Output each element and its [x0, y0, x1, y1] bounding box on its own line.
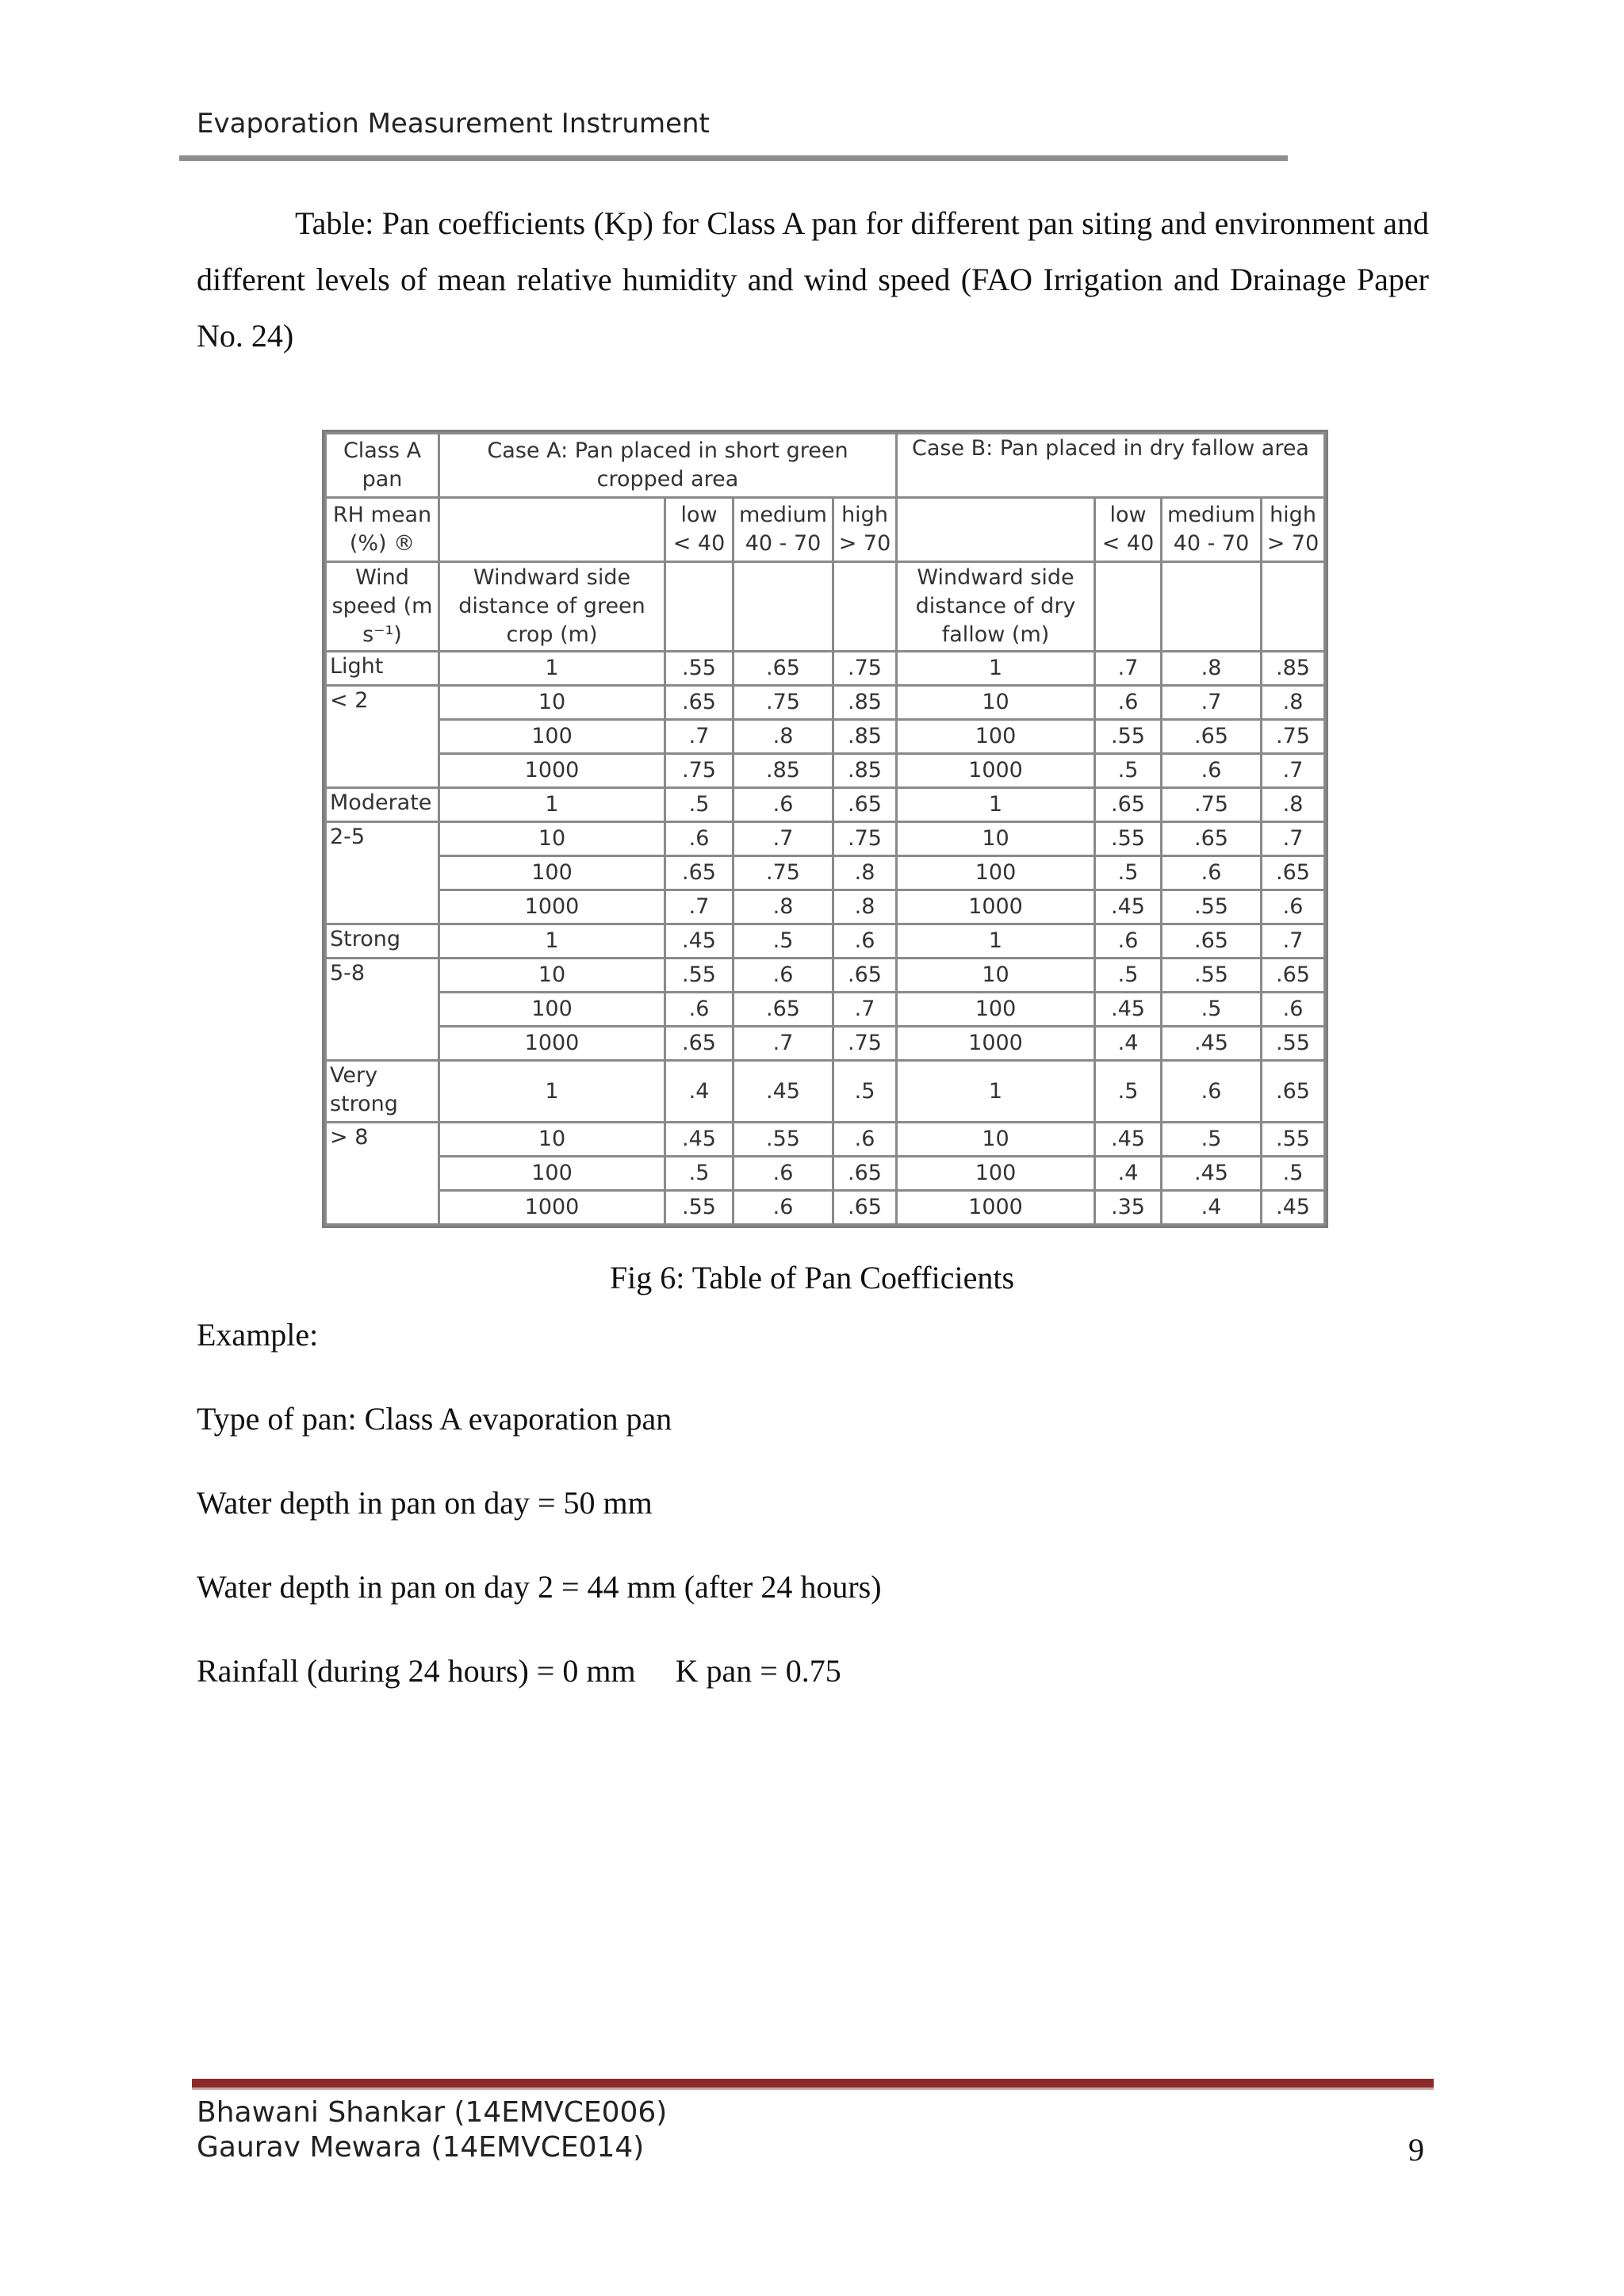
- table-cell: .65: [833, 788, 897, 822]
- table-cell: .45: [1162, 1157, 1262, 1191]
- table-cell: .75: [733, 856, 833, 890]
- table-cell: .7: [833, 993, 897, 1027]
- case-a-high-header: high > 70: [833, 498, 897, 562]
- table-cell: 1: [439, 788, 665, 822]
- table-row: [326, 1061, 1325, 1123]
- table-cell: .55: [733, 1123, 833, 1157]
- table-cell: .55: [1162, 959, 1262, 993]
- table-cell: .8: [833, 856, 897, 890]
- table-row: [326, 993, 1325, 1027]
- empty-cell: [897, 498, 1095, 562]
- table-cell: .45: [1095, 1123, 1162, 1157]
- table-cell: 1000: [897, 754, 1095, 788]
- table-cell: 1: [439, 652, 665, 686]
- table-row: [326, 652, 1325, 686]
- table-cell: .4: [1095, 1157, 1162, 1191]
- table-cell: .6: [1162, 754, 1262, 788]
- example-line: Water depth in pan on day 2 = 44 mm (after 24 hours): [197, 1569, 882, 1605]
- table-cell: 10: [897, 822, 1095, 856]
- table-cell: .55: [665, 959, 733, 993]
- case-a-low-header: low < 40: [665, 498, 733, 562]
- table-cell: .65: [1162, 924, 1262, 959]
- table-cell: .45: [665, 924, 733, 959]
- case-a-header: Case A: Pan placed in short green cropped area: [439, 434, 897, 498]
- wind-range-label: < 2: [326, 686, 439, 788]
- table-cell: 1: [439, 924, 665, 959]
- table-cell: .8: [1262, 686, 1325, 720]
- case-b-header: Case B: Pan placed in dry fallow area: [897, 434, 1325, 498]
- table-cell: .8: [733, 890, 833, 924]
- table-cell: .7: [1262, 822, 1325, 856]
- table-cell: 100: [897, 856, 1095, 890]
- table-cell: .4: [1095, 1027, 1162, 1061]
- table-cell: .85: [833, 754, 897, 788]
- table-cell: .6: [1262, 993, 1325, 1027]
- table-cell: .5: [665, 1157, 733, 1191]
- table-cell: .7: [1262, 754, 1325, 788]
- table-cell: .55: [1262, 1027, 1325, 1061]
- table-cell: .85: [833, 720, 897, 754]
- table-cell: 1000: [897, 1191, 1095, 1225]
- table-cell: .7: [665, 720, 733, 754]
- table-row: [326, 1157, 1325, 1191]
- table-cell: .85: [833, 686, 897, 720]
- case-b-medium-header: medium 40 - 70: [1162, 498, 1262, 562]
- table-cell: .55: [1262, 1123, 1325, 1157]
- table-row: [326, 959, 1325, 993]
- table-cell: .45: [1162, 1027, 1262, 1061]
- table-cell: .6: [833, 924, 897, 959]
- table-cell: 100: [897, 993, 1095, 1027]
- empty-cell: [439, 498, 665, 562]
- table-cell: .5: [1162, 1123, 1262, 1157]
- table-cell: .7: [733, 1027, 833, 1061]
- header-rule: [179, 155, 1288, 161]
- table-cell: 1: [897, 652, 1095, 686]
- table-cell: 100: [897, 720, 1095, 754]
- table-cell: 100: [439, 1157, 665, 1191]
- table-cell: .65: [833, 1191, 897, 1225]
- table-cell: .8: [733, 720, 833, 754]
- running-header: Evaporation Measurement Instrument: [197, 108, 710, 140]
- table-cell: .5: [1095, 1061, 1162, 1123]
- table-row: [326, 1027, 1325, 1061]
- table-cell: 1000: [439, 1027, 665, 1061]
- table-cell: .7: [1095, 652, 1162, 686]
- table-cell: .75: [733, 686, 833, 720]
- pan-coefficient-table-figure: [322, 430, 1328, 1228]
- table-cell: .7: [665, 890, 733, 924]
- table-row: [326, 822, 1325, 856]
- table-cell: .55: [1162, 890, 1262, 924]
- windward-distance-a-header: Windward side distance of green crop (m): [439, 562, 665, 652]
- table-cell: .65: [1162, 822, 1262, 856]
- pan-coefficient-table: [324, 432, 1326, 1226]
- empty-cell: [665, 562, 733, 652]
- wind-class-label: Very strong: [326, 1061, 439, 1123]
- table-cell: .75: [833, 1027, 897, 1061]
- table-cell: 100: [439, 720, 665, 754]
- table-cell: .6: [733, 788, 833, 822]
- table-cell: 10: [439, 959, 665, 993]
- example-line: Type of pan: Class A evaporation pan: [197, 1401, 672, 1437]
- table-cell: .6: [1095, 686, 1162, 720]
- example-heading: Example:: [197, 1317, 319, 1353]
- table-cell: .85: [1262, 652, 1325, 686]
- wind-speed-header: Wind speed (m s⁻¹): [326, 562, 439, 652]
- table-cell: .65: [665, 856, 733, 890]
- table-cell: .65: [833, 959, 897, 993]
- table-cell: .6: [833, 1123, 897, 1157]
- table-cell: .75: [833, 652, 897, 686]
- table-row: [326, 924, 1325, 959]
- table-cell: .6: [1162, 1061, 1262, 1123]
- table-cell: .5: [1262, 1157, 1325, 1191]
- table-cell: .5: [665, 788, 733, 822]
- table-cell: .5: [1095, 959, 1162, 993]
- table-cell: .75: [1162, 788, 1262, 822]
- table-cell: .65: [733, 652, 833, 686]
- table-cell: .6: [733, 959, 833, 993]
- table-cell: 1000: [439, 1191, 665, 1225]
- table-cell: .5: [1162, 993, 1262, 1027]
- table-cell: 100: [439, 856, 665, 890]
- table-cell: .5: [1095, 856, 1162, 890]
- footer-rule: [192, 2079, 1434, 2090]
- table-cell: 10: [897, 686, 1095, 720]
- table-row: [326, 1191, 1325, 1225]
- table-intro-paragraph: Table: Pan coefficients (Kp) for Class A pan for different pan siting and environment and different levels of mean relative humidity and wind speed (FAO Irrigation and Drainage Paper No. 24): [197, 205, 1429, 354]
- class-a-pan-header: Class A pan: [326, 434, 439, 498]
- table-cell: .65: [1095, 788, 1162, 822]
- table-cell: 1000: [897, 1027, 1095, 1061]
- table-cell: 10: [897, 959, 1095, 993]
- table-cell: .8: [1162, 652, 1262, 686]
- table-cell: .75: [833, 822, 897, 856]
- example-line: Water depth in pan on day = 50 mm: [197, 1485, 653, 1521]
- table-cell: .6: [733, 1191, 833, 1225]
- table-row: [326, 686, 1325, 720]
- table-cell: .6: [1262, 890, 1325, 924]
- case-a-medium-header: medium 40 - 70: [733, 498, 833, 562]
- table-row: [326, 788, 1325, 822]
- windward-distance-b-header: Windward side distance of dry fallow (m): [897, 562, 1095, 652]
- table-cell: 10: [439, 686, 665, 720]
- wind-range-label: 5-8: [326, 959, 439, 1061]
- empty-cell: [833, 562, 897, 652]
- wind-range-label: > 8: [326, 1123, 439, 1225]
- table-cell: .65: [733, 993, 833, 1027]
- wind-class-label: Light: [326, 652, 439, 686]
- table-cell: .65: [1162, 720, 1262, 754]
- table-cell: 1: [897, 924, 1095, 959]
- table-cell: .5: [833, 1061, 897, 1123]
- case-b-low-header: low < 40: [1095, 498, 1162, 562]
- empty-cell: [1095, 562, 1162, 652]
- wind-class-label: Strong: [326, 924, 439, 959]
- table-cell: .65: [1262, 959, 1325, 993]
- table-cell: .7: [1162, 686, 1262, 720]
- table-cell: .55: [665, 1191, 733, 1225]
- table-cell: .75: [1262, 720, 1325, 754]
- table-cell: 100: [439, 993, 665, 1027]
- empty-cell: [733, 562, 833, 652]
- table-cell: .45: [1095, 993, 1162, 1027]
- table-row: [326, 890, 1325, 924]
- author-line: Gaurav Mewara (14EMVCE014): [197, 2131, 645, 2164]
- table-cell: .7: [733, 822, 833, 856]
- table-row: [326, 856, 1325, 890]
- table-cell: .75: [665, 754, 733, 788]
- table-cell: 1: [897, 1061, 1095, 1123]
- table-cell: .6: [1095, 924, 1162, 959]
- table-cell: 10: [439, 1123, 665, 1157]
- author-line: Bhawani Shankar (14EMVCE006): [197, 2096, 668, 2129]
- table-cell: .45: [665, 1123, 733, 1157]
- table-cell: .5: [1095, 754, 1162, 788]
- table-row: [326, 754, 1325, 788]
- table-cell: 10: [897, 1123, 1095, 1157]
- table-cell: 1000: [439, 754, 665, 788]
- table-cell: .55: [1095, 822, 1162, 856]
- table-cell: 10: [439, 822, 665, 856]
- case-b-high-header: high > 70: [1262, 498, 1325, 562]
- page-number: 9: [1408, 2132, 1424, 2168]
- table-cell: .5: [733, 924, 833, 959]
- table-cell: .6: [1162, 856, 1262, 890]
- table-cell: .55: [665, 652, 733, 686]
- table-cell: 1000: [439, 890, 665, 924]
- table-cell: .4: [665, 1061, 733, 1123]
- table-cell: .85: [733, 754, 833, 788]
- table-cell: 1: [897, 788, 1095, 822]
- table-cell: 1000: [897, 890, 1095, 924]
- table-cell: .6: [733, 1157, 833, 1191]
- empty-cell: [1262, 562, 1325, 652]
- table-cell: .45: [1095, 890, 1162, 924]
- table-cell: .6: [665, 993, 733, 1027]
- figure-caption: Fig 6: Table of Pan Coefficients: [609, 1260, 1015, 1295]
- rh-mean-header: RH mean (%) ®: [326, 498, 439, 562]
- table-cell: .55: [1095, 720, 1162, 754]
- table-cell: .35: [1095, 1191, 1162, 1225]
- table-cell: 1: [439, 1061, 665, 1123]
- table-row: [326, 720, 1325, 754]
- table-cell: .7: [1262, 924, 1325, 959]
- table-cell: .65: [1262, 856, 1325, 890]
- table-cell: 100: [897, 1157, 1095, 1191]
- table-cell: .6: [665, 822, 733, 856]
- table-cell: .65: [665, 686, 733, 720]
- wind-range-label: 2-5: [326, 822, 439, 924]
- table-cell: .65: [1262, 1061, 1325, 1123]
- table-cell: .65: [833, 1157, 897, 1191]
- table-cell: .45: [1262, 1191, 1325, 1225]
- table-cell: .45: [733, 1061, 833, 1123]
- example-line: Rainfall (during 24 hours) = 0 mm K pan = 0.75: [197, 1653, 841, 1689]
- table-cell: .4: [1162, 1191, 1262, 1225]
- table-cell: .8: [1262, 788, 1325, 822]
- wind-class-label: Moderate: [326, 788, 439, 822]
- table-row: [326, 1123, 1325, 1157]
- empty-cell: [1162, 562, 1262, 652]
- table-cell: .8: [833, 890, 897, 924]
- table-cell: .65: [665, 1027, 733, 1061]
